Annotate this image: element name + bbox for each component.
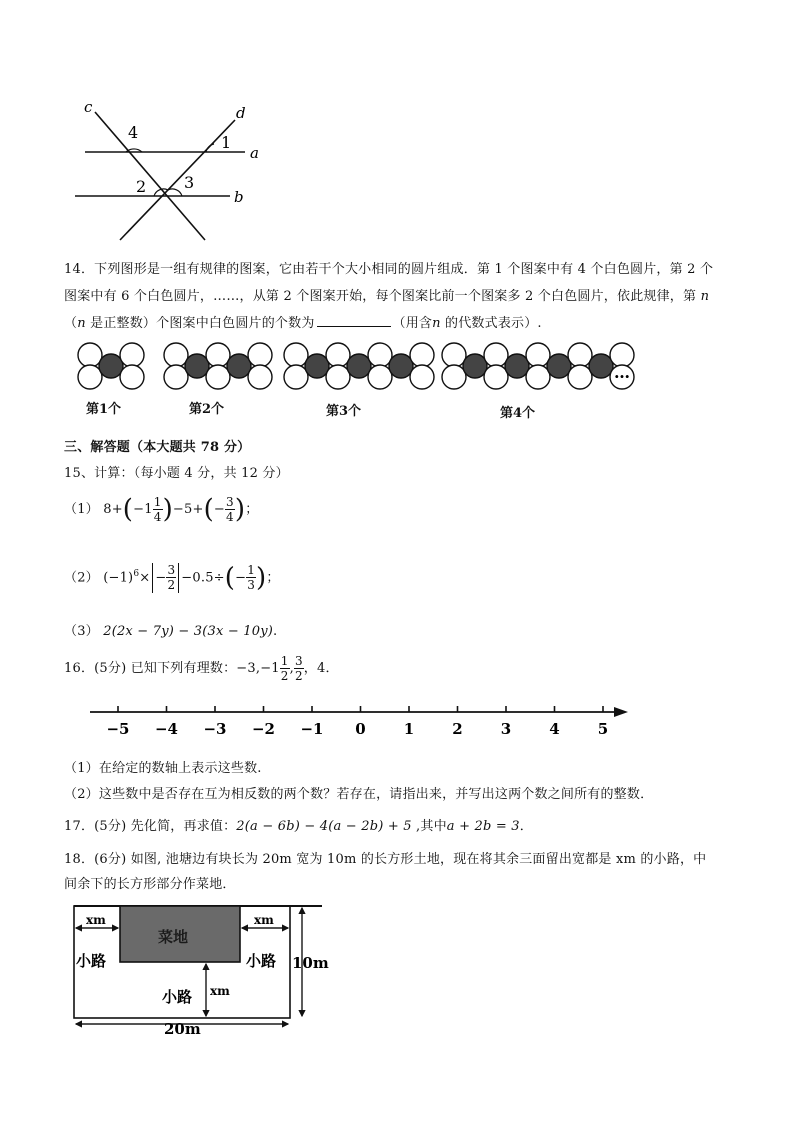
pattern-ellipsis: … [614,363,630,382]
label-a: a [250,144,259,162]
q14-line3-b: 是正整数）个图案中白色圆片的个数为 [85,316,315,331]
gray-circle [547,354,571,378]
label-b: b [234,188,244,206]
abs-bar-left [152,563,153,593]
q14-line1: 14．下列图形是一组有规律的图案，它由若干个大小相同的圆片组成．第 1 个图案中有 4 个白色圆片，第 2 个 [64,262,714,277]
q16-comma: , [289,661,294,676]
white-circle [410,365,434,389]
q18-line1: 18．(6分) 如图, 池塘边有块长为 20m 宽为 10m 的长方形土地，现在将其余三面留出宽都是 xm 的小路，中 [64,852,707,867]
angle-2-label: 2 [136,177,147,196]
q14-n1: n [700,289,710,304]
gray-circle [185,354,209,378]
q17-end: ． [519,819,533,834]
ticks-group [106,706,608,738]
q15-p1-c: −5+ [172,502,204,517]
angle-3-arc [168,189,182,196]
white-circle [526,365,550,389]
q15-p2-end: ； [266,570,280,586]
gray-circle [505,354,529,378]
xm-right: xm [254,913,274,927]
circle-patterns [70,342,650,400]
white-circle [120,343,144,367]
height-label: 10m [292,954,329,972]
q15-p2-times: × [139,570,151,586]
angle-4-label: 4 [128,123,139,142]
frac-num: 1 [247,563,256,578]
q14-line3-d: 的代数式表示）. [440,316,542,331]
white-circle [442,343,466,367]
axis-tick-label: 2 [452,720,463,738]
q15-p2-minus2: − [235,570,247,586]
q15-p1-label: （1） [64,502,99,517]
section3-title: 三、解答题（本大题共 78 分） [64,440,251,455]
white-circle [526,343,550,367]
white-circle [78,343,102,367]
q17-cond: a + 2b = 3 [446,819,520,834]
parallel-lines-figure [70,100,280,245]
xm-left: xm [86,913,106,927]
white-circle [442,365,466,389]
axis-tick-label: −2 [251,720,276,738]
q17-mid: ,其中 [411,819,447,834]
q18-line2: 间余下的长方形部分作菜地． [64,877,236,892]
road-left: 小路 [76,952,107,970]
q16-nums-a: −3,−1 [236,661,280,676]
white-circle [484,365,508,389]
q15-p2-a: (−1) [103,570,134,586]
white-circle [120,365,144,389]
q15-p1-a: 8+ [103,502,123,517]
gray-circle [305,354,329,378]
paren-open: ( [203,494,214,525]
paren-close: ) [234,494,246,525]
axis-tick-label: −1 [300,720,324,738]
q15-title: 15、计算：（每小题 4 分，共 12 分） [64,466,289,481]
q15-p1-end: ； [245,502,259,517]
q15-part3 [64,620,277,639]
frac-den: 3 [247,578,256,593]
axis-tick-label: 4 [549,720,560,738]
white-circle [568,365,592,389]
q15-p2-exp: 6 [133,569,140,579]
pattern-label-1: 第1个 [86,402,122,417]
white-circle [248,365,272,389]
frac-num: 3 [167,563,176,578]
q15-part1 [64,494,258,526]
frac-num: 3 [226,495,234,509]
q15-p3-expr: 2(2x − 7y) − 3(3x − 10y) [103,624,274,639]
gray-circle [99,354,123,378]
q17-line [64,815,533,834]
white-circle [568,343,592,367]
white-circle [78,365,102,389]
frac-den: 2 [167,578,176,593]
gray-circle [589,354,613,378]
white-circle [326,343,350,367]
fraction-1-2 [280,654,290,683]
q16-sub2: （2）这些数中是否存在互为相反数的两个数？若存在，请指出来，并写出这两个数之间所有的整数． [64,787,654,802]
gray-circle [463,354,487,378]
abs-bar-right [178,563,179,593]
frac-num: 1 [280,654,289,668]
gray-circle [227,354,251,378]
q15-p3-end: . [273,624,278,639]
axis-tick-label: 0 [355,720,366,738]
road-right: 小路 [246,952,277,970]
frac-num: 3 [294,654,303,668]
gray-circle [347,354,371,378]
angle-1-arc [206,144,214,152]
q16-sub1: （1）在给定的数轴上表示这些数. [64,761,262,776]
frac-den: 2 [280,669,289,683]
q14-n2: n [77,316,86,331]
q14-line2 [64,285,709,304]
q15-p2-label: （2） [64,570,99,586]
axis-tick-label: 3 [500,720,512,738]
white-circle [206,343,230,367]
patterns-group [78,343,634,389]
garden-label: 菜地 [158,928,189,946]
fraction-1-4 [153,495,163,524]
white-circle [164,365,188,389]
label-d: d [236,104,246,122]
q15-p2-minus: − [155,570,167,586]
white-circle [206,365,230,389]
axis-tick-label: −5 [106,720,130,738]
number-line [88,700,633,744]
q17-expr: 2(a − 6b) − 4(a − 2b) + 5 [236,819,412,834]
axis-tick-label: −4 [154,720,179,738]
angle-1-label: 1 [221,133,232,152]
q15-p2-b: −0.5÷ [181,570,225,586]
white-circle [164,343,188,367]
frac-den: 4 [153,510,162,524]
frac-den: 4 [226,510,234,524]
q15-part2 [64,558,280,594]
paren-open: ( [122,494,134,525]
q14-line3 [64,312,542,331]
white-circle [368,365,392,389]
white-circle [368,343,392,367]
axis-tick-label: 5 [597,720,609,738]
paren-open: ( [224,562,236,593]
white-circle [326,365,350,389]
fraction-3-4 [225,495,235,524]
paren-close: ) [256,562,267,593]
q15-p1-d: − [213,502,225,517]
q14-line3-c: （用含 [392,316,433,331]
pond-garden-figure [66,900,336,1035]
pattern-label-3: 第3个 [326,404,362,419]
pattern-label-4: 第4个 [500,406,536,421]
pattern-label-2: 第2个 [189,402,225,417]
axis-tick-label: 1 [403,720,415,738]
frac-num: 1 [153,495,162,509]
width-label: 20m [164,1020,201,1035]
xm-bottom: xm [210,984,230,998]
gray-circle [389,354,413,378]
q14-line2-text: 图案中有 6 个白色圆片，……，从第 2 个图案开始，每个图案比前一个图案多 2 个白色圆片，依此规律，第 [64,289,697,304]
answer-blank[interactable] [317,315,391,327]
fraction-3-2 [166,563,176,592]
q14-line3-a: （ [64,316,78,331]
white-circle [284,343,308,367]
fraction-3-2 [294,654,304,683]
q16-prefix: 16．(5分) 已知下列有理数： [64,661,237,676]
road-bottom: 小路 [162,988,193,1006]
q16-tail: ，4． [303,661,339,676]
axis-tick-label: −3 [203,720,227,738]
label-c: c [84,100,93,116]
q14-n3: n [432,316,441,331]
white-circle [484,343,508,367]
fraction-1-3 [246,563,256,592]
q17-text: 17．(5分) 先化简，再求值： [64,819,237,834]
q15-p1-b: −1 [133,502,153,517]
angle-3-label: 3 [184,173,195,192]
frac-den: 2 [294,669,303,683]
white-circle [284,365,308,389]
q15-p3-label: （3） [64,624,99,639]
white-circle [248,343,272,367]
paren-close: ) [162,494,173,525]
q16-line [64,654,339,684]
white-circle [410,343,434,367]
axis-arrow [614,707,628,717]
